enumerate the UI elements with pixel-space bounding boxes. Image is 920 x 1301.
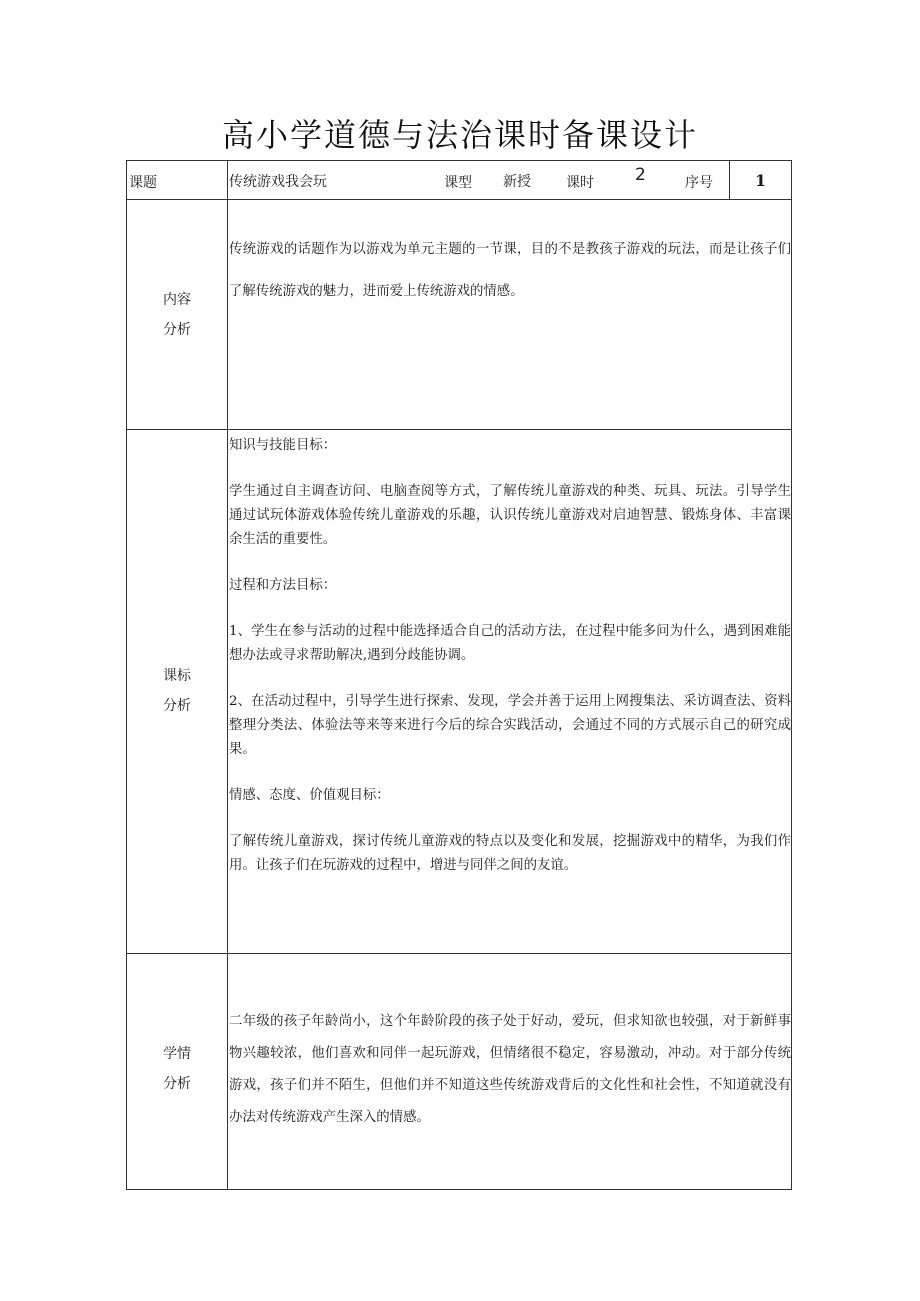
seq-value: 1 xyxy=(755,171,767,190)
hours-label: 课时 xyxy=(566,175,594,191)
page-title: 高小学道德与法治课时备课设计 xyxy=(221,116,698,154)
topic-value: 传统游戏我会玩 xyxy=(229,174,327,190)
process-heading: 过程和方法目标： xyxy=(229,578,337,593)
topic-label: 课题 xyxy=(129,175,157,191)
emotion-heading: 情感、态度、价值观目标： xyxy=(229,788,390,803)
hours-value: 2 xyxy=(635,165,646,185)
seq-label: 序号 xyxy=(685,175,713,191)
content-label-line1: 内容 xyxy=(163,292,191,308)
content-label-line2: 分析 xyxy=(163,322,191,338)
lesson-plan-table xyxy=(126,160,792,1190)
process-item-1: 1、学生在参与活动的过程中能选择适合自己的活动方法，在过程中能多问为什么，遇到困难能想办法或寻求帮助解决,遇到分歧能协调。 xyxy=(229,624,791,663)
knowledge-text: 学生通过自主调查访问、电脑查阅等方式，了解传统儿童游戏的种类、玩具、玩法。引导学生通过试玩体游戏体验传统儿童游戏的乐趣，认识传统儿童游戏对启迪智慧、锻炼身体、丰富课余生活的重要性。 xyxy=(229,484,791,547)
process-item-2: 2、在活动过程中，引导学生进行探索、发现，学会并善于运用上网搜集法、采访调查法、资料整理分类法、体验法等来等来进行今后的综合实践活动，会通过不同的方式展示自己的研究成果。 xyxy=(229,694,791,757)
learner-label-line2: 分析 xyxy=(163,1076,191,1092)
content-analysis-text xyxy=(229,229,791,313)
curriculum-analysis-label xyxy=(127,661,227,721)
curriculum-analysis-text xyxy=(229,434,791,878)
column-divider-seq xyxy=(729,161,730,199)
knowledge-heading: 知识与技能目标： xyxy=(229,438,337,453)
learner-analysis-text xyxy=(229,1006,791,1134)
curriculum-label-line1: 课标 xyxy=(163,668,191,684)
content-paragraph: 传统游戏的话题作为以游戏为单元主题的一节课，目的不是教孩子游戏的玩法，而是让孩子们了解传统游戏的魅力，进而爱上传统游戏的情感。 xyxy=(229,242,791,299)
content-analysis-label xyxy=(127,285,227,345)
learner-analysis-label xyxy=(127,1039,227,1099)
curriculum-label-line2: 分析 xyxy=(163,698,191,714)
type-value: 新授 xyxy=(503,174,531,190)
learner-label-line1: 学情 xyxy=(163,1046,191,1062)
emotion-text: 了解传统儿童游戏，探讨传统儿童游戏的特点以及变化和发展，挖掘游戏中的精华，为我们作用。让孩子们在玩游戏的过程中，增进与同伴之间的友谊。 xyxy=(229,834,791,873)
type-label: 课型 xyxy=(444,175,472,191)
column-divider-main xyxy=(227,161,228,1189)
learner-paragraph: 二年级的孩子年龄尚小，这个年龄阶段的孩子处于好动，爱玩，但求知欲也较强，对于新鲜事物兴趣较浓，他们喜欢和同伴一起玩游戏，但情绪很不稳定，容易激动，冲动。对于部分传统游戏，孩子们并不陌生，但他们并不知道这些传统游戏背后的文化性和社会性，不知道就没有办法对传统游戏产生深入的情感。 xyxy=(229,1014,791,1125)
